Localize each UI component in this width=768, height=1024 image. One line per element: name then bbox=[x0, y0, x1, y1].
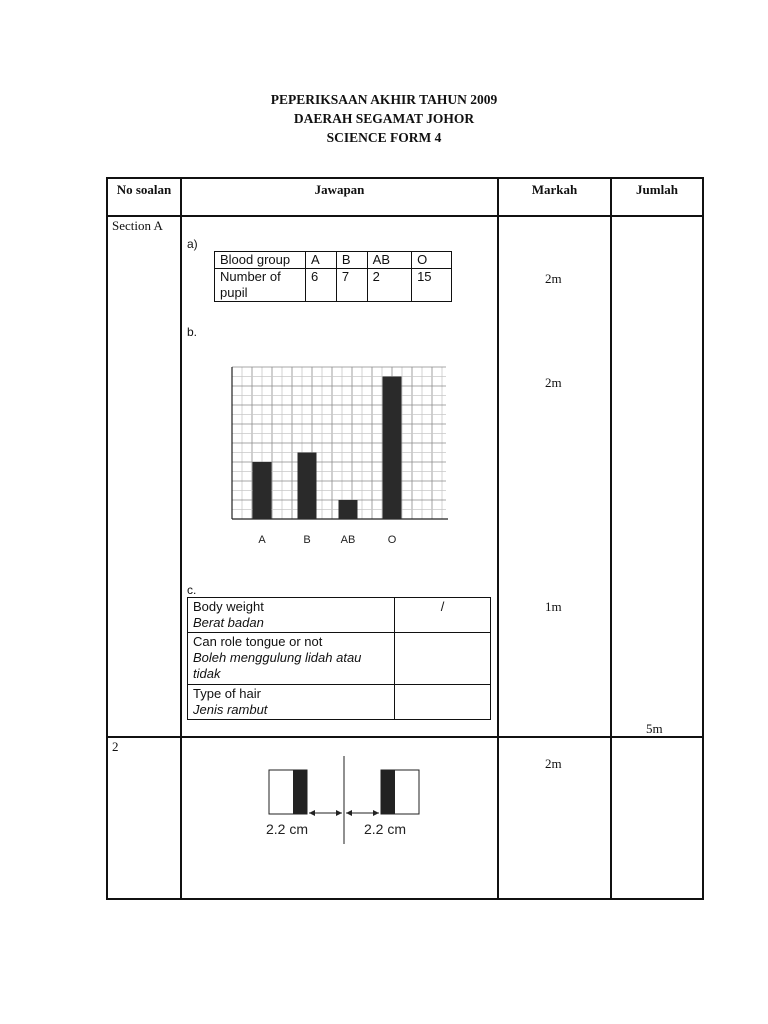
subject-title: SCIENCE FORM 4 bbox=[326, 130, 442, 145]
total-marks: 5m bbox=[646, 721, 663, 736]
tick-cell bbox=[395, 685, 491, 720]
mark-part-b: 2m bbox=[545, 375, 562, 390]
answer-scheme-table bbox=[106, 177, 704, 900]
part-b-label: b. bbox=[187, 325, 198, 339]
arrowhead bbox=[346, 810, 352, 816]
blood-group-header: Blood group bbox=[215, 252, 306, 269]
group-cell: O bbox=[412, 252, 452, 269]
document-header bbox=[0, 90, 768, 147]
group-cell: AB bbox=[367, 252, 411, 269]
count-cell: 6 bbox=[306, 269, 337, 302]
column-header-marks: Markah bbox=[498, 178, 611, 216]
left-distance-label: 2.2 cm bbox=[266, 821, 309, 837]
arrowhead bbox=[336, 810, 342, 816]
tick-cell bbox=[395, 633, 491, 685]
blood-group-bar-chart bbox=[222, 365, 462, 555]
object-dark-strip bbox=[293, 770, 307, 814]
blood-group-table bbox=[214, 251, 452, 302]
pupil-count-header: Number of pupil bbox=[215, 269, 306, 302]
bar-b bbox=[298, 453, 317, 520]
tick-label-ab: AB bbox=[340, 534, 356, 546]
exam-title: PEPERIKSAAN AKHIR TAHUN 2009 bbox=[270, 92, 498, 107]
characteristic-cell: Body weight Berat badan bbox=[188, 598, 395, 633]
question-number-section-a: Section A bbox=[107, 216, 181, 737]
arrowhead bbox=[309, 810, 315, 816]
part-a-label: a) bbox=[187, 237, 198, 251]
mirror-reflection-diagram bbox=[260, 750, 430, 850]
bar-o bbox=[383, 377, 402, 520]
characteristic-cell: Type of hair Jenis rambut bbox=[188, 685, 395, 720]
right-distance-label: 2.2 cm bbox=[364, 821, 407, 837]
part-c-label: c. bbox=[187, 583, 197, 597]
mark-part-a: 2m bbox=[545, 271, 562, 286]
group-cell: B bbox=[336, 252, 367, 269]
answer-cell-section-a bbox=[181, 216, 498, 737]
tick-label-b: B bbox=[303, 534, 311, 546]
count-cell: 15 bbox=[412, 269, 452, 302]
arrowhead bbox=[373, 810, 379, 816]
district-title: DAERAH SEGAMAT JOHOR bbox=[293, 111, 475, 126]
tick-label-o: O bbox=[387, 534, 397, 546]
count-cell: 2 bbox=[367, 269, 411, 302]
mark-part-c: 1m bbox=[545, 599, 562, 614]
characteristic-cell: Can role tongue or not Boleh menggulung lidah atau tidak bbox=[188, 633, 395, 685]
answer-cell-question-2 bbox=[181, 737, 498, 899]
bar-a bbox=[253, 462, 272, 519]
column-header-total: Jumlah bbox=[611, 178, 703, 216]
total-cell-section-a bbox=[611, 216, 703, 737]
question-number-2: 2 bbox=[107, 737, 181, 899]
mark-question-2: 2m bbox=[545, 756, 562, 771]
marks-cell-question-2 bbox=[498, 737, 611, 899]
tick-label-a: A bbox=[258, 534, 266, 546]
marks-cell-section-a bbox=[498, 216, 611, 737]
characteristics-table bbox=[187, 597, 491, 720]
column-header-no: No soalan bbox=[107, 178, 181, 216]
count-cell: 7 bbox=[336, 269, 367, 302]
column-header-answer: Jawapan bbox=[181, 178, 498, 216]
total-cell-question-2 bbox=[611, 737, 703, 899]
group-cell: A bbox=[306, 252, 337, 269]
bar-ab bbox=[339, 500, 358, 519]
image-dark-strip bbox=[381, 770, 395, 814]
tick-cell: / bbox=[395, 598, 491, 633]
